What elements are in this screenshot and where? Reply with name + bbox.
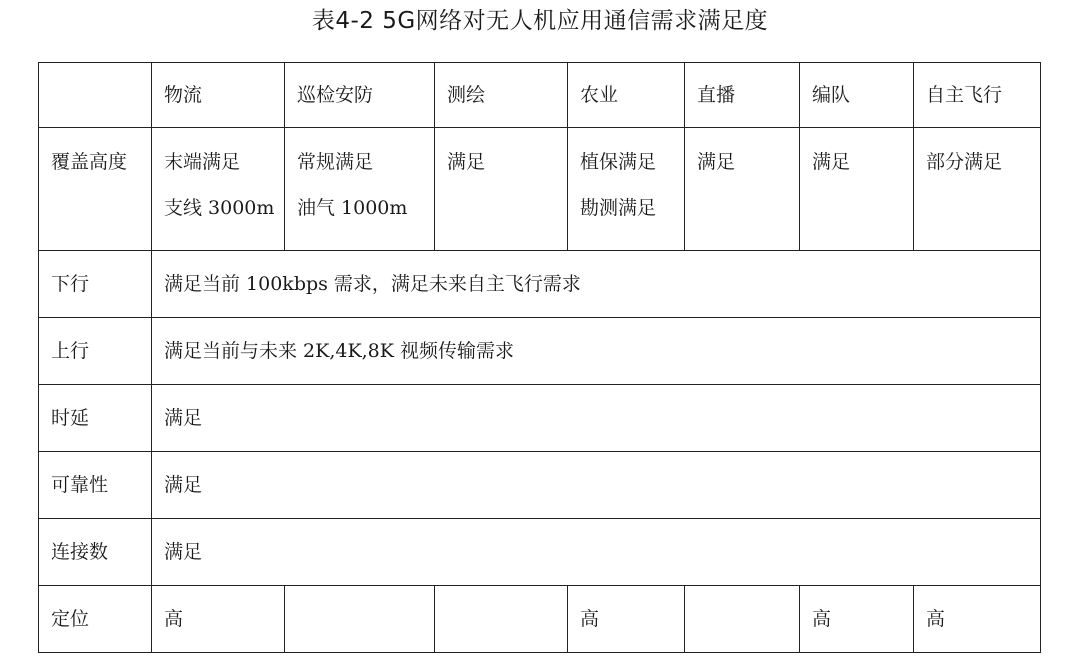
row-label-uplink: 上行: [39, 318, 152, 385]
downlink-value: 满足当前 100kbps 需求，满足未来自主飞行需求: [152, 251, 1041, 318]
reliability-row: [39, 452, 1041, 519]
positioning-cell-surveying: [435, 586, 568, 653]
coverage-cell-logistics: [152, 128, 285, 251]
positioning-cell-agriculture: 高: [568, 586, 685, 653]
row-label-connections: 连接数: [39, 519, 152, 586]
connections-row: [39, 519, 1041, 586]
positioning-cell-formation: 高: [800, 586, 914, 653]
cell-line: 末端满足: [164, 151, 241, 173]
reliability-value: 满足: [152, 452, 1041, 519]
positioning-cell-live-broadcast: [685, 586, 800, 653]
column-header-live-broadcast: 直播: [685, 63, 800, 128]
coverage-cell-live-broadcast: [685, 128, 800, 251]
row-label-latency: 时延: [39, 385, 152, 452]
cell-line: 满足: [697, 151, 736, 173]
cell-line: 植保满足: [580, 151, 657, 173]
coverage-cell-agriculture: [568, 128, 685, 251]
corner-cell: [39, 63, 152, 128]
cell-line: 常规满足: [297, 151, 374, 173]
column-header-formation: 编队: [800, 63, 914, 128]
latency-row: [39, 385, 1041, 452]
column-header-surveying: 测绘: [435, 63, 568, 128]
row-label-reliability: 可靠性: [39, 452, 152, 519]
cell-line: 勘测满足: [580, 197, 657, 219]
positioning-cell-autonomous-flight: 高: [914, 586, 1041, 653]
table-title: 表4-2 5G网络对无人机应用通信需求满足度: [311, 8, 769, 34]
row-label-positioning: 定位: [39, 586, 152, 653]
positioning-cell-inspection-security: [285, 586, 435, 653]
requirements-table: [38, 62, 1041, 653]
uplink-value: 满足当前与未来 2K,4K,8K 视频传输需求: [152, 318, 1041, 385]
coverage-cell-surveying: [435, 128, 568, 251]
positioning-row: [39, 586, 1041, 653]
cell-line: 部分满足: [926, 151, 1003, 173]
cell-line: 油气 1000m: [297, 197, 408, 219]
connections-value: 满足: [152, 519, 1041, 586]
column-header-autonomous-flight: 自主飞行: [914, 63, 1041, 128]
coverage-cell-autonomous-flight: [914, 128, 1041, 251]
uplink-row: [39, 318, 1041, 385]
coverage-cell-formation: [800, 128, 914, 251]
row-label-downlink: 下行: [39, 251, 152, 318]
positioning-cell-logistics: 高: [152, 586, 285, 653]
latency-value: 满足: [152, 385, 1041, 452]
header-row: [39, 63, 1041, 128]
downlink-row: [39, 251, 1041, 318]
cell-line: 满足: [812, 151, 851, 173]
column-header-inspection-security: 巡检安防: [285, 63, 435, 128]
column-header-logistics: 物流: [152, 63, 285, 128]
coverage-row: [39, 128, 1041, 251]
row-label-coverage: 覆盖高度: [39, 128, 152, 251]
column-header-agriculture: 农业: [568, 63, 685, 128]
cell-line: 支线 3000m: [164, 197, 275, 219]
coverage-cell-inspection-security: [285, 128, 435, 251]
cell-line: 满足: [447, 151, 486, 173]
